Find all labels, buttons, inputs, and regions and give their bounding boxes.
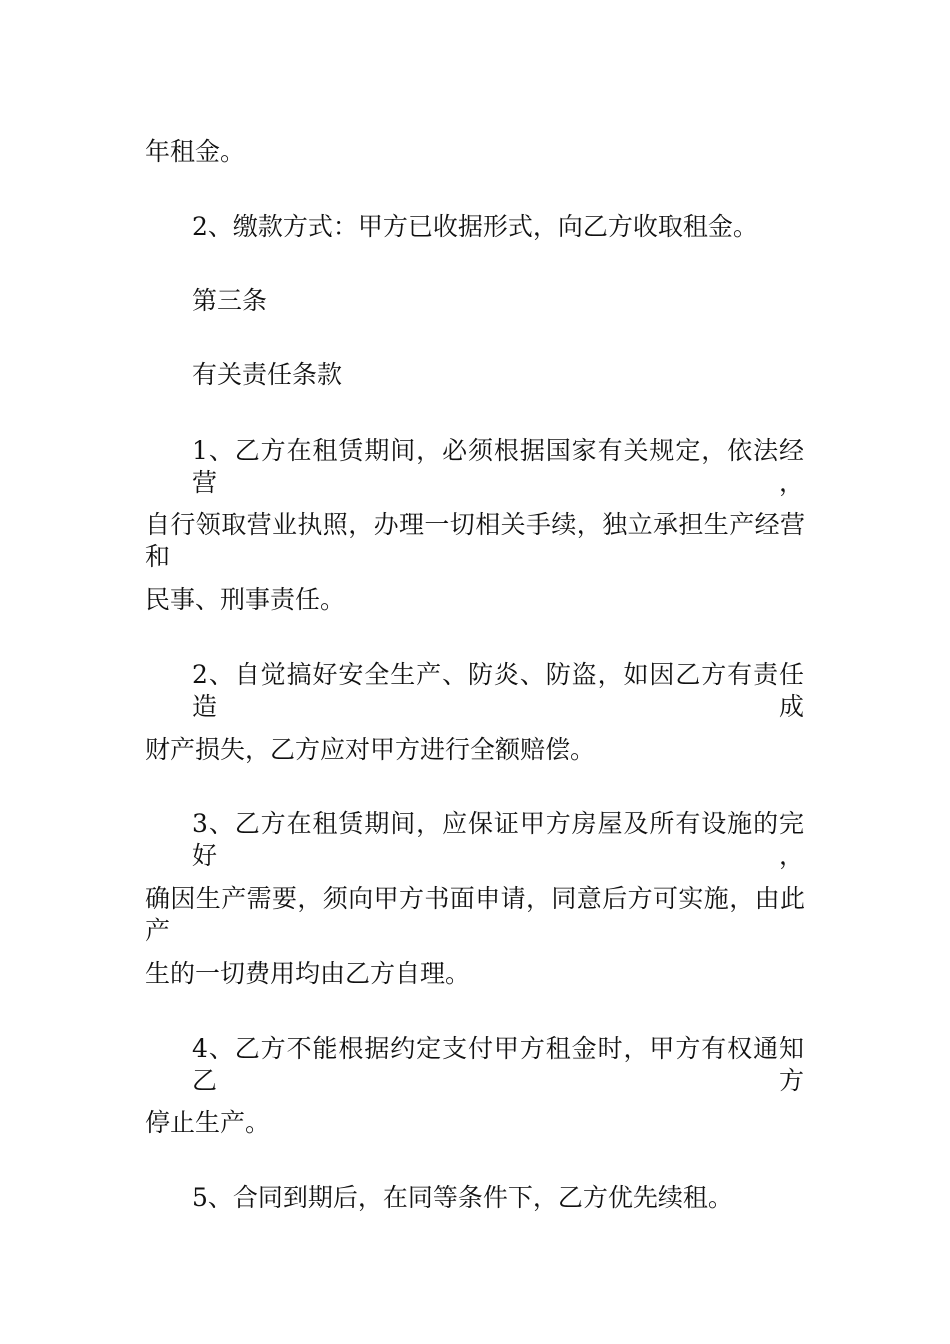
text-line: 停止生产。 <box>145 1108 271 1137</box>
text-line: 3、乙方在租赁期间，应保证甲方房屋及所有设施的完好， <box>192 809 804 870</box>
text-line: 2、缴款方式：甲方已收据形式，向乙方收取租金。 <box>192 212 758 241</box>
text-line: 第三条 <box>192 286 268 315</box>
text-line: 年租金。 <box>145 137 246 166</box>
text-line: 确因生产需要，须向甲方书面申请，同意后方可实施，由此产 <box>145 884 805 945</box>
text-line: 有关责任条款 <box>192 360 343 389</box>
text-line: 4、乙方不能根据约定支付甲方租金时，甲方有权通知乙方 <box>192 1034 804 1095</box>
text-line: 5、合同到期后，在同等条件下，乙方优先续租。 <box>192 1183 733 1212</box>
text-line: 财产损失，乙方应对甲方进行全额赔偿。 <box>145 735 596 764</box>
text-line: 2、自觉搞好安全生产、防炎、防盗，如因乙方有责任造成 <box>192 660 804 721</box>
text-line: 自行领取营业执照，办理一切相关手续，独立承担生产经营和 <box>145 510 805 571</box>
text-line: 1、乙方在租赁期间，必须根据国家有关规定，依法经营， <box>192 436 804 497</box>
text-line: 民事、刑事责任。 <box>145 585 346 614</box>
text-line: 生的一切费用均由乙方自理。 <box>145 959 471 988</box>
